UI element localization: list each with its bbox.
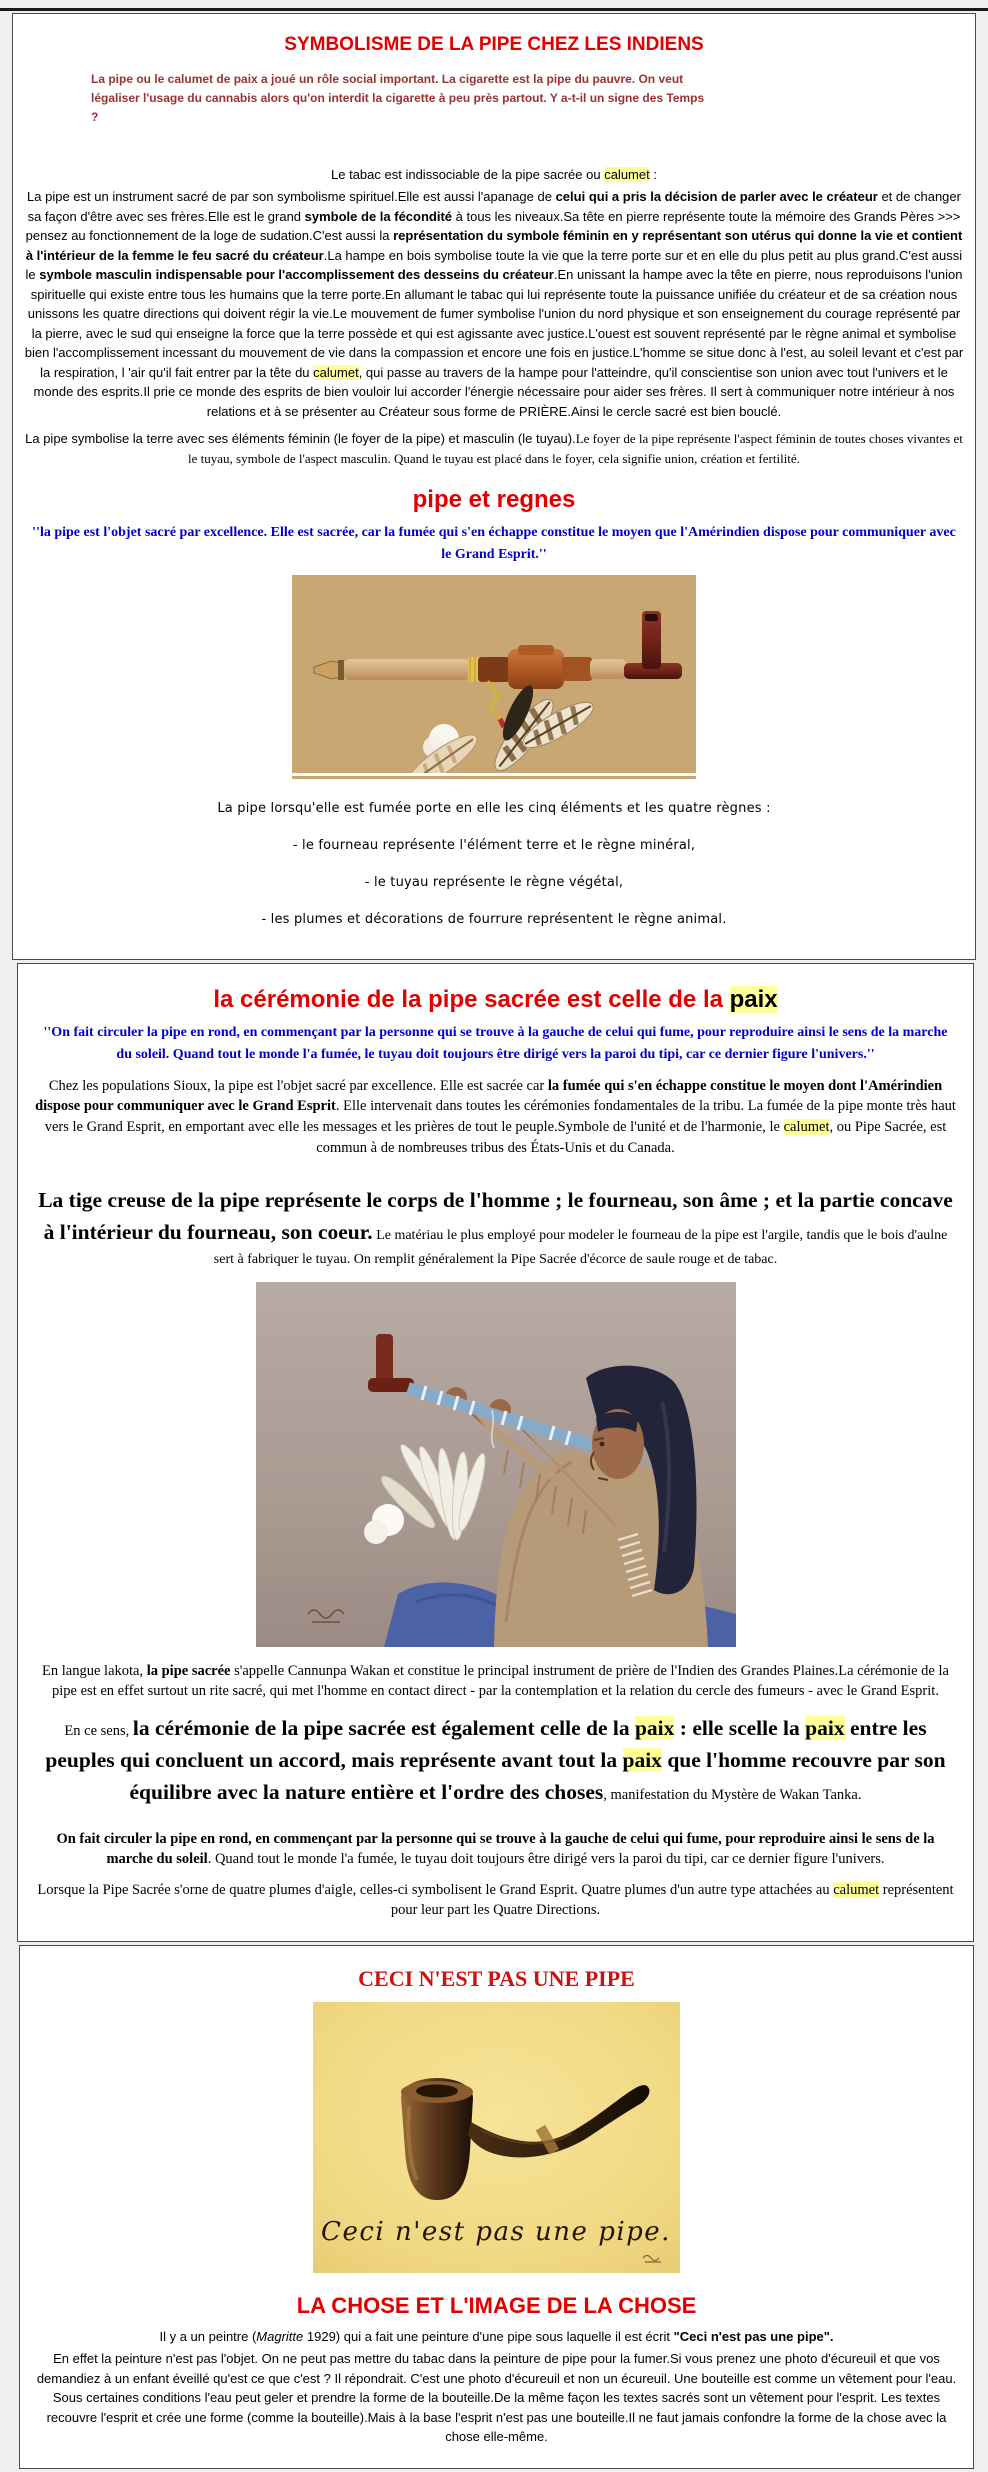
intro-line: légaliser l'usage du cannabis alors qu'on interdit la cigarette à peu près partout. Y a-t-il un signe des Temps	[91, 91, 705, 106]
pipe-quote: ''la pipe est l'objet sacré par excellence. Elle est sacrée, car la fumée qui s'en échappe constitue le moyen que l'Amérindien dispose pour communiquer avec le Grand Esprit.''	[32, 525, 956, 562]
page-title: SYMBOLISME DE LA PIPE CHEZ LES INDIENS	[284, 34, 704, 55]
calumet-photo-image	[292, 575, 696, 773]
intro-text	[91, 70, 731, 128]
symbolise-paragraph: La pipe symbolise la terre avec ses éléments féminin (le foyer de la pipe) et masculin (le tuyau).Le foyer de la pipe représente l'aspect féminin de toutes choses vivantes et le tuyau, symbole de l'aspect masculin. Quand le tuyau est placé dans le foyer, cela signifie union, création et fertilité.	[25, 431, 963, 466]
lakota-paragraph: En langue lakota, la pipe sacrée s'appelle Cannunpa Wakan et constitue le principal instrument de prière de l'Indien des Grandes Plaines.La cérémonie de la pipe est en effet surtout un rite sacré, qui met l'homme en contact direct - par la contemplation et la relation du cercle des fumeurs - avec le Grand Esprit.	[42, 1662, 949, 1700]
elements-item: - le fourneau représente l'élément terre et le règne minéral,	[292, 838, 696, 854]
warrior-painting-image	[256, 1282, 736, 1647]
warrior-painting	[24, 1282, 967, 1647]
calumet-photo	[19, 575, 969, 779]
heading-chose: LA CHOSE ET L'IMAGE DE LA CHOSE	[296, 2292, 697, 2318]
main-paragraph: La pipe est un instrument sacré de par son symbolisme spirituel.Elle est aussi l'apanage de celui qui a pris la décision de parler avec le créateur et de changer sa façon d'être avec ses frères.Elle est le grand symbole de la fécondité à tous les niveaux.Sa tête en pierre représente toute la mémoire des Grands Pères >>> pensez au fonctionnement de la loge de sudation.C'est aussi la représentation du symbole féminin en y représentant son utérus qui donne la vie et contient à l'intérieur de la femme le feu sacré du créateur.La hampe en bois symbolise toute la vie que la terre porte sur et en elle du plus petit au plus grand.C'est aussi le symbole masculin indispensable pour l'accomplissement des desseins du créateur.En unissant la hampe avec la tête en pierre, nous reproduisons l'union spirituelle qui existe entre tous les humains que la terre porte.En allumant le tabac qui lui représente toute la puissance unifiée du créateur et de sa création nous unissons les quatre directions qui doivent régir la vie.Le mouvement de fumer symbolise l'union du nord physique et son enseignement du courage représenté par la pierre, avec le sud qui enseigne la force que la terre possède et qui est agissante avec justice.L'ouest est souvent représenté par le règne animal et symbolise bien l'accomplissement incessant du mouvement de vie dans la compassion et encore une fois en justice.L'homme se situe donc à l'est, au soleil levant et c'est par la respiration, l 'air qu'il fait entrer par la tête du calumet, qui passe au travers de la hampe pour l'atteindre, qu'il conscientise son union avec tout l'univers et le monde des esprits.Il prie ce monde des esprits de bien vouloir lui accorder l'énergie nécessaire pour aider ses frères. Il sert à communiquer notre intérieur à nos relations et à se présenter au Créateur sous forme de PRIÈRE.Ainsi le cercle sacré est bien bouclé.	[24, 189, 964, 419]
final-line1: Il y a un peintre (Magritte 1929) qui a fait une peinture d'une pipe sous laquelle il est écrit "Ceci n'est pas une pipe".	[159, 2328, 834, 2344]
magritte-caption: Ceci n'est pas une pipe.	[321, 2216, 671, 2247]
elements-item: - le tuyau représente le règne végétal,	[364, 875, 624, 891]
intro-line: La pipe ou le calumet de paix a joué un rôle social important. La cigarette est la pipe du pauvre. On veut	[91, 72, 684, 86]
tige-statement: La tige creuse de la pipe représente le corps de l'homme ; le fourneau, son âme ; et la partie concave à l'intérieur du fourneau, son coeur. Le matériau le plus employé pour modeler le fourneau de la pipe est l'argile, tandis que le bois d'aulne sert à fabriquer le tuyau. On remplit généralement la Pipe Sacrée d'écorce de saule rouge et de tabac.	[38, 1188, 953, 1267]
final-body: En effet la peinture n'est pas l'objet. On ne peut pas mettre du tabac dans la peinture de pipe pour la fumer.Si vous prenez une photo d'écureuil et que vos demandiez à un enfant éveillé qu'est ce que c'est ? Il répondrait. C'est une photo d'écureuil et non un écureuil. Une bouteille est comme un vêtement pour l'eau. Sous certaines conditions l'eau peut geler et prendre la forme de la bouteille.De la même façon les textes sacrés sont un vêtement pour l'esprit. Les textes recouvre l'esprit et crée une forme (comme la bouteille).Mais à la base l'esprit n'est pas une bouteille.Il ne faut jamais confondre la forme de la chose avec la chose elle-même.	[36, 2351, 957, 2445]
elements-intro: La pipe lorsqu'elle est fumée porte en elle les cinq éléments et les quatre règnes :	[217, 801, 771, 817]
heading-ceci: CECI N'EST PAS UNE PIPE	[358, 1965, 635, 1991]
intro-line: ?	[91, 110, 99, 125]
sioux-paragraph: Chez les populations Sioux, la pipe est l'objet sacré par excellence. Elle est sacrée car la fumée qui s'en échappe constitue le moyen dont l'Amérindien dispose pour communiquer avec le Grand Esprit. Elle intervenait dans toutes les cérémonies fondamentales de la tribu. La fumée de la pipe monte très haut vers le Grand Esprit, en emportant avec elle les messages et les prières de tout le peuple.Symbole de l'unité et de l'harmonie, le calumet, ou Pipe Sacrée, est commun à de nombreuses tribus des États-Unis et du Canada.	[35, 1077, 956, 1156]
heading-ceremonie: la cérémonie de la pipe sacrée est celle de la paix	[213, 986, 778, 1014]
ceremonie-quote: ''On fait circuler la pipe en rond, en commençant par la personne qui se trouve à la gauche de celui qui fume, pour reproduire ainsi le sens de la marche du soleil. Quand tout le monde l'a fumée, le tuyau doit toujours être dirigé vers la paroi du tipi, car ce dernier figure l'univers.''	[43, 1025, 948, 1063]
section-ceremonie	[17, 963, 974, 1941]
magritte-painting-image	[313, 2002, 680, 2273]
magritte-painting	[26, 2002, 967, 2273]
ence-sens-paragraph: En ce sens, la cérémonie de la pipe sacrée est également celle de la paix : elle scelle la paix entre les peuples qui concluent un accord, mais représente avant tout la paix que l'homme recouvre par son équilibre avec la nature entière et l'ordre des choses, manifestation du Mystère de Wakan Tanka.	[45, 1715, 946, 1805]
plumes-paragraph: Lorsque la Pipe Sacrée s'orne de quatre plumes d'aigle, celles-ci symbolisent le Grand Esprit. Quatre plumes d'un autre type attachées au calumet représentent pour leur part les Quatre Directions.	[37, 1881, 954, 1919]
section-magritte	[19, 1945, 974, 2469]
heading-pipe-et-regnes: pipe et regnes	[412, 486, 576, 514]
circuler-paragraph: On fait circuler la pipe en rond, en commençant par la personne qui se trouve à la gauche de celui qui fume, pour reproduire ainsi le sens de la marche du soleil. Quand tout le monde l'a fumée, le tuyau doit toujours être dirigé vers la paroi du tipi, car ce dernier figure l'univers.	[56, 1830, 935, 1868]
tabac-line: Le tabac est indissociable de la pipe sacrée ou calumet :	[331, 166, 657, 182]
elements-item: - les plumes et décorations de fourrure représentent le règne animal.	[261, 912, 727, 928]
section-symbolisme	[12, 13, 976, 960]
photo-underline	[292, 776, 696, 779]
top-rule	[0, 8, 988, 11]
